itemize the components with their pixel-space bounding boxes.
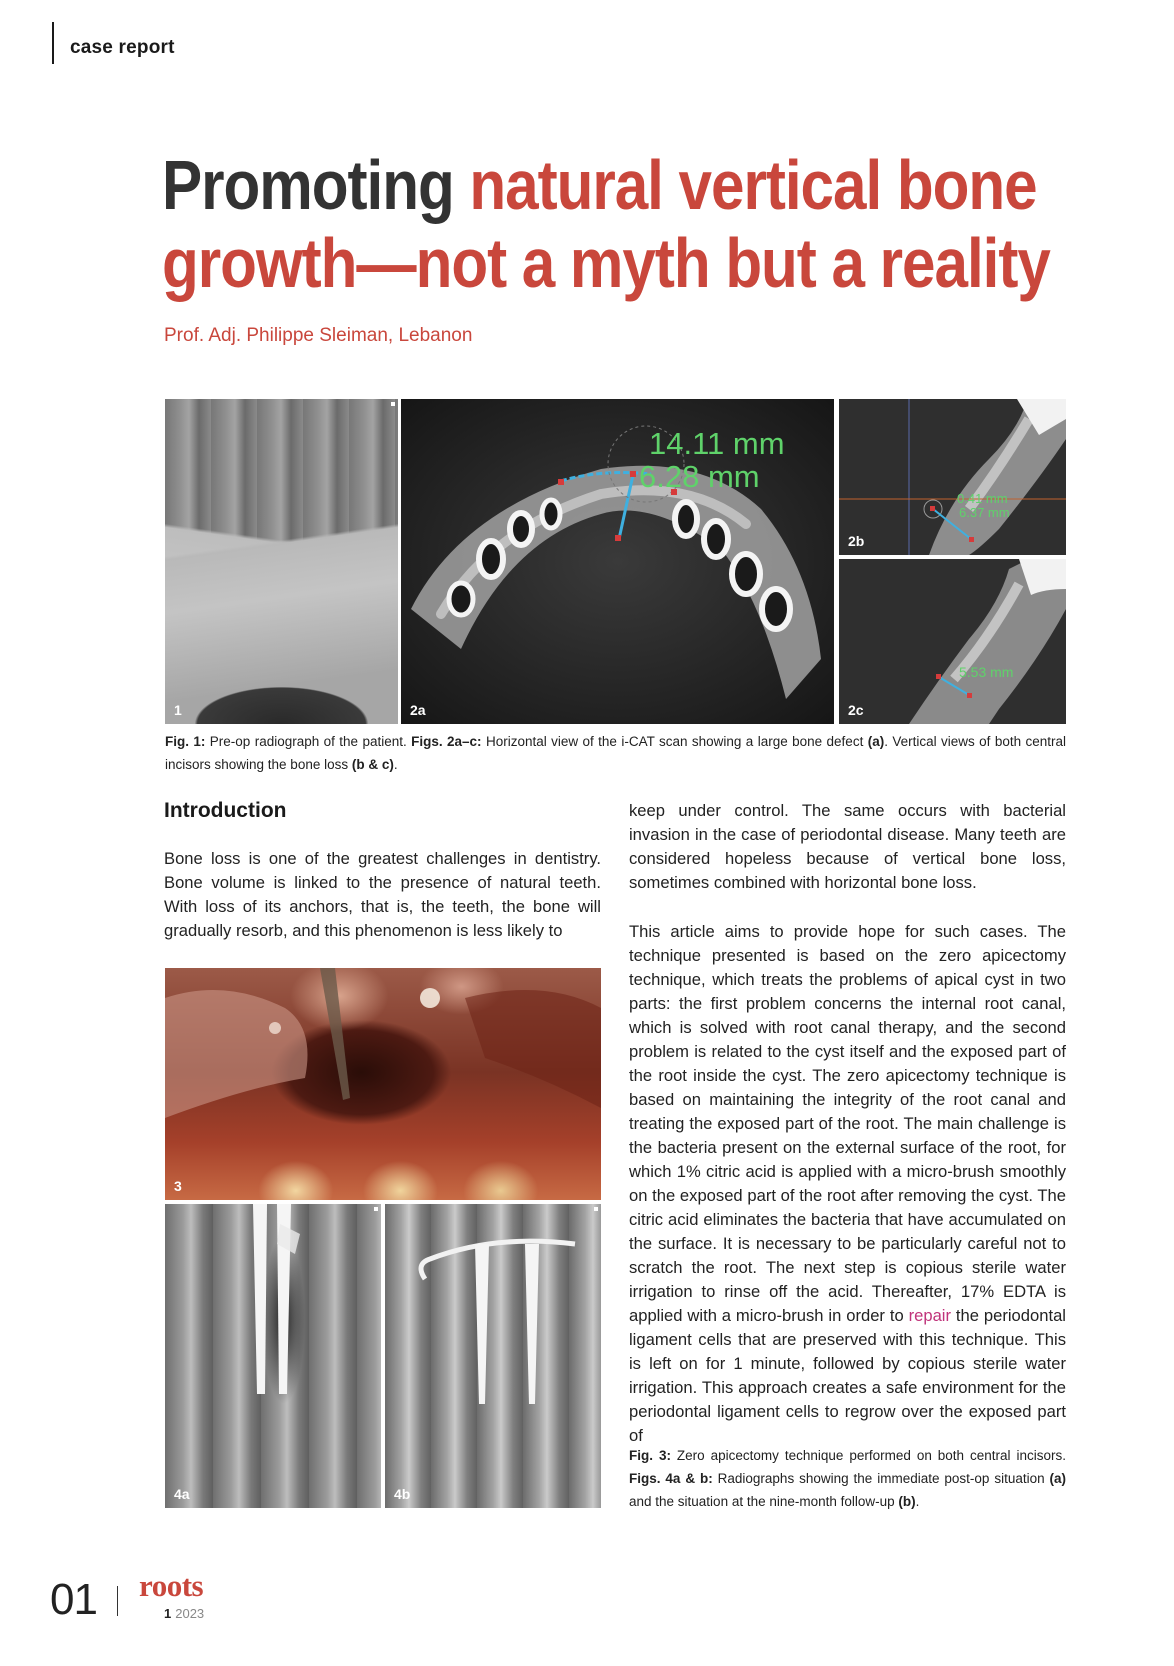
radiograph-illustration xyxy=(165,1204,381,1508)
figure-label: 4b xyxy=(394,1486,411,1502)
caption-ref: Figs. 4a & b: xyxy=(629,1471,713,1486)
caption-ref: (b) xyxy=(898,1494,916,1509)
caption-ref: (b & c) xyxy=(351,757,394,772)
measurement-label: 14.11 mm xyxy=(649,426,785,461)
figure-label: 2b xyxy=(848,533,865,549)
figure-3-clinical-photo xyxy=(165,968,601,1200)
figure-label: 4a xyxy=(174,1486,190,1502)
section-label: case report xyxy=(70,37,175,58)
measurement-label: 6.28 mm xyxy=(639,459,760,494)
caption-ref: Figs. 2a–c: xyxy=(411,734,482,749)
figure-1-radiograph xyxy=(165,399,398,724)
body-paragraph: Bone loss is one of the greatest challenges in dentistry. Bone volume is linked to the presence of natural teeth. With loss of its anchors, that is, the teeth, the bone will gradually resorb, and this phenomenon is less likely to xyxy=(164,849,601,940)
issue-info xyxy=(164,1606,204,1621)
figure-4a-radiograph xyxy=(165,1204,381,1508)
section-heading-introduction: Introduction xyxy=(164,799,287,822)
ct-vertical-illustration xyxy=(839,399,1066,555)
body-paragraph xyxy=(629,920,1066,1448)
figure-caption-1-2 xyxy=(165,730,1066,776)
footer-divider xyxy=(117,1586,118,1616)
figure-4b-radiograph xyxy=(385,1204,601,1508)
figure-label: 1 xyxy=(174,702,182,718)
magazine-logo: roots xyxy=(139,1568,204,1603)
caption-ref: (a) xyxy=(867,734,885,749)
figure-corner-mark xyxy=(391,402,395,406)
caption-text: Zero apicectomy technique performed on both central incisors. xyxy=(670,1448,1066,1463)
measurement-label: 6.37 mm xyxy=(959,505,1010,520)
title-plain: Promoting xyxy=(162,146,470,224)
figure-2b-ct-vertical xyxy=(839,399,1066,555)
caption-ref: (a) xyxy=(1049,1471,1067,1486)
figure-label: 2c xyxy=(848,702,864,718)
section-marker xyxy=(52,22,54,64)
figure-2c-ct-vertical xyxy=(839,559,1066,724)
caption-text: Horizontal view of the i-CAT scan showing a large bone defect xyxy=(481,734,868,749)
figure-label: 3 xyxy=(174,1178,182,1194)
caption-text: . Vertical views of both central incisors showing the bone loss xyxy=(165,734,1067,772)
figure-caption-3-4 xyxy=(629,1444,1066,1513)
title-accent: natural vertical bone growth—not a myth but a reality xyxy=(162,146,1050,302)
caption-text: Radiographs showing the immediate post-op situation xyxy=(712,1471,1050,1486)
radiograph-illustration xyxy=(385,1204,601,1508)
figure-2a-ct-horizontal xyxy=(401,399,834,724)
clinical-photo-illustration xyxy=(165,968,601,1200)
author-line: Prof. Adj. Philippe Sleiman, Lebanon xyxy=(164,325,473,346)
caption-text: and the situation at the nine-month follow-up xyxy=(629,1494,899,1509)
caption-text: Pre-op radiograph of the patient. xyxy=(205,734,412,749)
figure-label: 2a xyxy=(410,702,426,718)
glossary-link-repair[interactable]: repair xyxy=(908,1306,952,1325)
ct-scan-illustration xyxy=(401,399,834,724)
body-paragraph: keep under control. The same occurs with bacterial invasion in the case of periodontal disease. Many teeth are considered hopeless because of vertical bone loss, sometimes combined with horizontal bone loss. xyxy=(629,801,1066,892)
body-text: the periodontal ligament cells that are preserved with this technique. This is left on for 1 minute, followed by copious sterile water irrigation. This approach creates a safe environment for the periodontal ligament cells to regrow over the exposed part of xyxy=(629,1306,1066,1445)
issue-number: 1 xyxy=(164,1606,172,1621)
body-text: This article aims to provide hope for such cases. The technique presented is based on the zero apicectomy technique, which treats the problems of apical cyst in two parts: the first problem concerns the internal root canal, which is solved with root canal therapy, and the second problem is related to the cyst itself and the exposed part of the root inside the cyst. The zero apicectomy technique is based on maintaining the integrity of the root canal and treating the exposed part of the root. The main challenge is the bacteria present on the external surface of the root, for which 1% citric acid is applied with a micro-brush smoothly on the exposed part of the root after removing the cyst. The citric acid eliminates the bacteria that have accumulated on the surface. It is necessary to be particularly careful not to scratch the root. The next step is copious sterile water irrigation to rinse off the acid. Thereafter, 17% EDTA is applied with a micro-brush in order to xyxy=(629,922,1066,1325)
measurement-label: 5.53 mm xyxy=(959,664,1014,680)
article-title xyxy=(162,146,1074,302)
ct-vertical-illustration xyxy=(839,559,1066,724)
page-number: 01 xyxy=(50,1575,97,1624)
caption-ref: Fig. 1: xyxy=(165,734,206,749)
measurement-label: 0.41 mm xyxy=(957,491,1008,506)
caption-ref: Fig. 3: xyxy=(629,1448,671,1463)
caption-text: . xyxy=(915,1494,920,1509)
figure-corner-mark xyxy=(594,1207,598,1211)
caption-text: . xyxy=(393,757,398,772)
issue-year: 2023 xyxy=(175,1606,205,1621)
figure-corner-mark xyxy=(374,1207,378,1211)
